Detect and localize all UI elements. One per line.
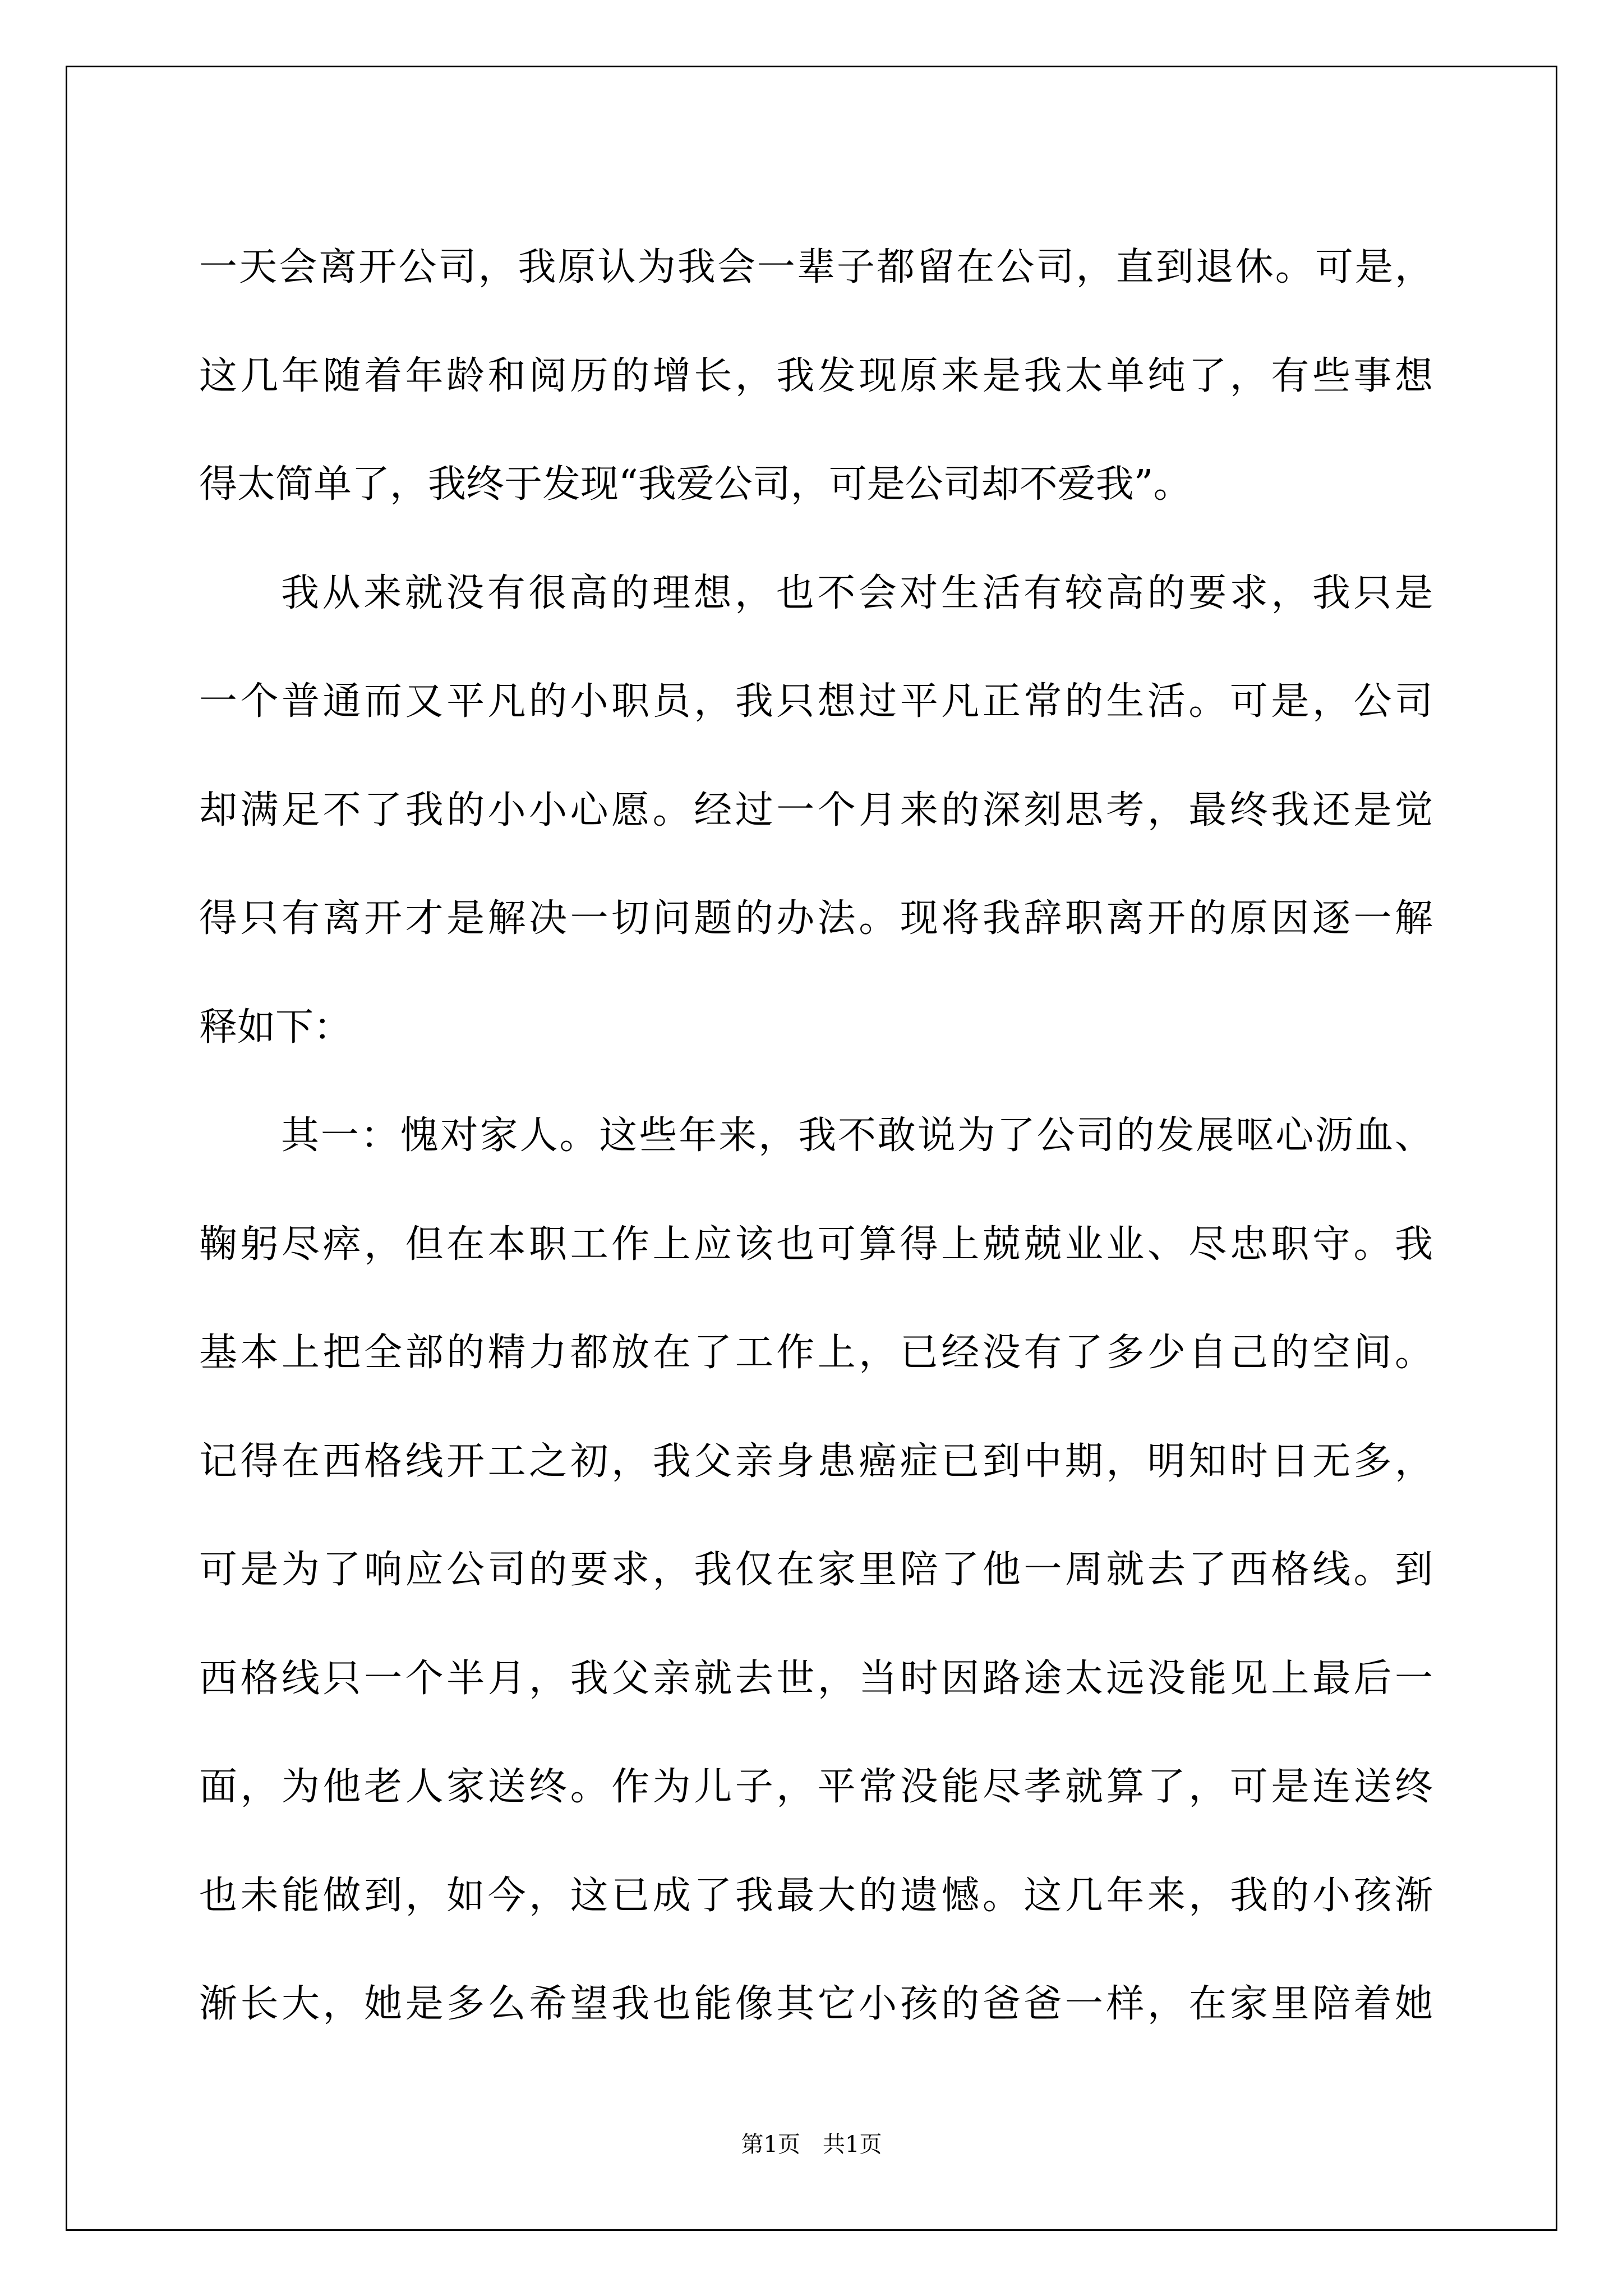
text-line: 可是为了响应公司的要求，我仅在家里陪了他一周就去了西格线。到: [199, 1548, 1433, 1592]
text-line: 却满足不了我的小小心愿。经过一个月来的深刻思考，最终我还是觉: [199, 788, 1433, 832]
text-line: 释如下：: [199, 1005, 352, 1050]
paragraph-first-line: 其一：愧对家人。这些年来，我不敢说为了公司的发展呕心沥血、: [281, 1114, 1433, 1158]
text-line: 也未能做到，如今，这已成了我最大的遗憾。这几年来，我的小孩渐: [199, 1873, 1433, 1918]
paragraph-first-line: 我从来就没有很高的理想，也不会对生活有较高的要求，我只是: [281, 570, 1433, 615]
text-line: 记得在西格线开工之初，我父亲身患癌症已到中期，明知时日无多，: [199, 1439, 1433, 1484]
document-body: [199, 213, 1433, 2059]
text-line: 基本上把全部的精力都放在了工作上，已经没有了多少自己的空间。: [199, 1331, 1433, 1375]
text-line: 这几年随着年龄和阅历的增长，我发现原来是我太单纯了，有些事想: [199, 353, 1433, 398]
text-line: 得太简单了，我终于发现“我爱公司，可是公司却不爱我”。: [199, 462, 1192, 507]
text-line: 面，为他老人家送终。作为儿子，平常没能尽孝就算了，可是连送终: [199, 1765, 1433, 1809]
text-line: 一天会离开公司，我原认为我会一辈子都留在公司，直到退休。可是，: [199, 245, 1433, 289]
text-line: 渐长大，她是多么希望我也能像其它小孩的爸爸一样，在家里陪着她: [199, 1982, 1433, 2026]
text-line: 鞠躬尽瘁，但在本职工作上应该也可算得上兢兢业业、尽忠职守。我: [199, 1222, 1433, 1267]
text-line: 得只有离开才是解决一切问题的办法。现将我辞职离开的原因逐一解: [199, 896, 1433, 941]
text-line: 一个普通而又平凡的小职员，我只想过平凡正常的生活。可是，公司: [199, 679, 1433, 724]
text-line: 西格线只一个半月，我父亲就去世，当时因路途太远没能见上最后一: [199, 1656, 1433, 1701]
page-number-footer: 第1页 共1页: [741, 2132, 882, 2157]
